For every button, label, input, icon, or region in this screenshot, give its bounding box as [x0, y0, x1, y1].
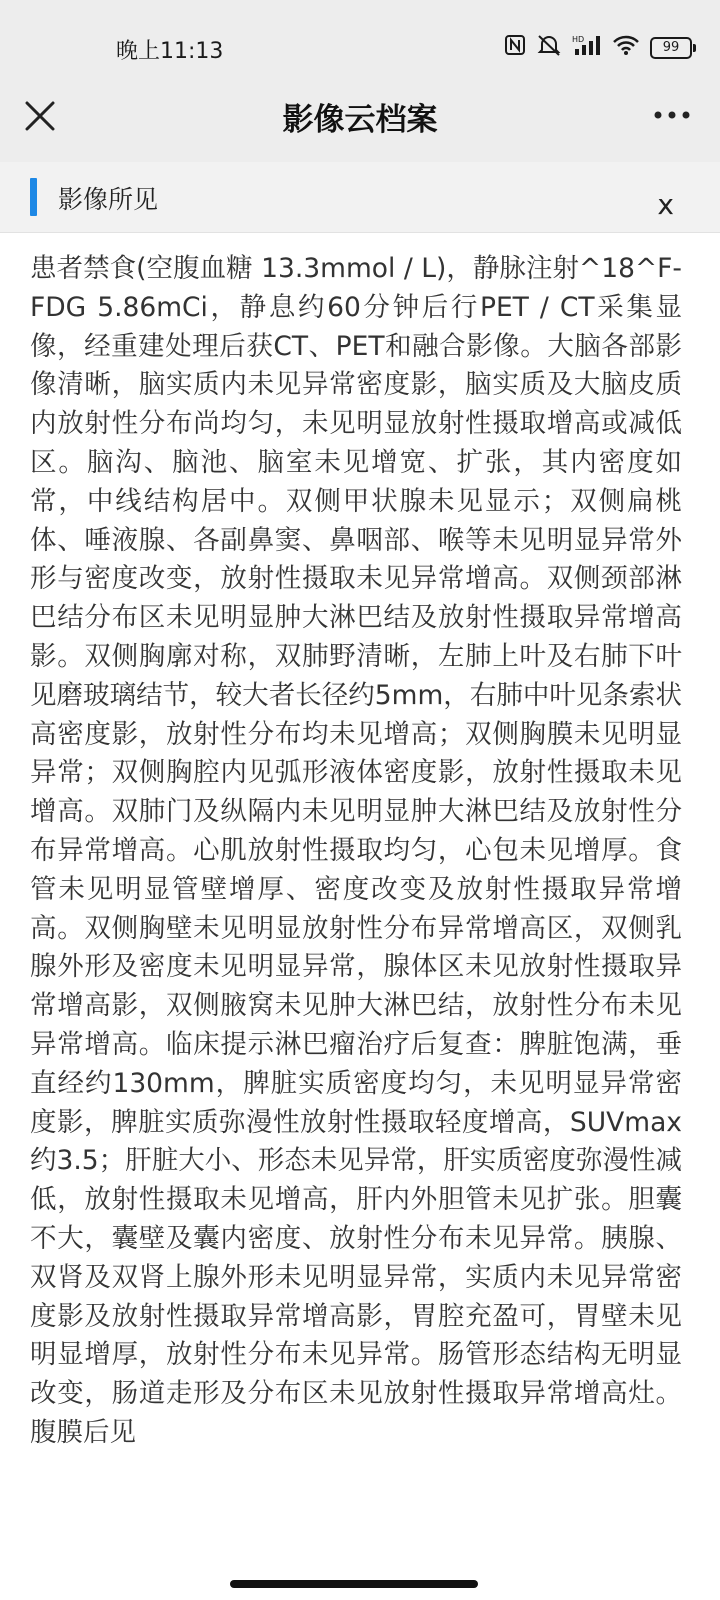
status-bar — [0, 0, 720, 86]
page-title: 影像云档案 — [282, 102, 438, 138]
svg-text:HD: HD — [572, 35, 585, 44]
section-title: 影像所见 — [58, 185, 159, 214]
battery-level: 99 — [650, 37, 692, 59]
home-indicator[interactable] — [230, 1580, 478, 1588]
nav-bar — [0, 86, 720, 162]
section-accent-bar — [30, 178, 37, 216]
nfc-icon — [504, 34, 526, 61]
mute-icon — [536, 34, 562, 61]
status-icons — [504, 34, 696, 61]
status-time: 晚上11:13 — [116, 39, 224, 64]
signal-icon — [572, 34, 602, 61]
section-close-button[interactable]: x — [657, 188, 674, 221]
battery-icon — [650, 37, 696, 59]
more-icon[interactable] — [652, 100, 692, 130]
wifi-icon — [612, 34, 640, 61]
report-body: 患者禁食(空腹血糖 13.3mmol / L)，静脉注射^18^F-FDG 5.86mCi，静息约60分钟后行PET / CT采集显像，经重建处理后获CT、PET和融合影像。大脑各部影像清晰，脑实质内未见异常密度影，脑实质及大脑皮质内放射性分布尚均匀，未见明显放射性摄取增高或减低区。脑沟、脑池、脑室未见增宽、扩张，其内密度如常，中线结构居中。双侧甲状腺未见显示；双侧扁桃体、唾液腺、各副鼻窦、鼻咽部、喉等未见明显异常外形与密度改变，放射性摄取未见异常增高。双侧颈部淋巴结分布区未见明显肿大淋巴结及放射性摄取异常增高影。双侧胸廓对称，双肺野清晰，左肺上叶及右肺下叶见磨玻璃结节，较大者长径约5mm，右肺中叶见条索状高密度影，放射性分布均未见增高；双侧胸膜未见明显异常；双侧胸腔内见弧形液体密度影，放射性摄取未见增高。双肺门及纵隔内未见明显肿大淋巴结及放射性分布异常增高。心肌放射性摄取均匀，心包未见增厚。食管未见明显管壁增厚、密度改变及放射性摄取异常增高。双侧胸壁未见明显放射性分布异常增高区，双侧乳腺外形及密度未见明显异常，腺体区未见放射性摄取异常增高影，双侧腋窝未见肿大淋巴结，放射性分布未见异常增高。临床提示淋巴瘤治疗后复查：脾脏饱满，垂直经约130mm，脾脏实质密度均匀，未见明显异常密度影，脾脏实质弥漫性放射性摄取轻度增高，SUVmax约3.5；肝脏大小、形态未见异常，肝实质密度弥漫性减低，放射性摄取未见增高，肝内外胆管未见扩张。胆囊不大，囊壁及囊内密度、放射性分布未见异常。胰腺、双肾及双肾上腺外形未见明显异常，实质内未见异常密度影及放射性摄取异常增高影，胃腔充盈可，胃壁未见明显增厚，放射性分布未见异常。肠管形态结构无明显改变，肠道走形及分布区未见放射性摄取异常增高灶。腹膜后见 — [30, 253, 682, 1448]
section-header — [0, 162, 720, 233]
